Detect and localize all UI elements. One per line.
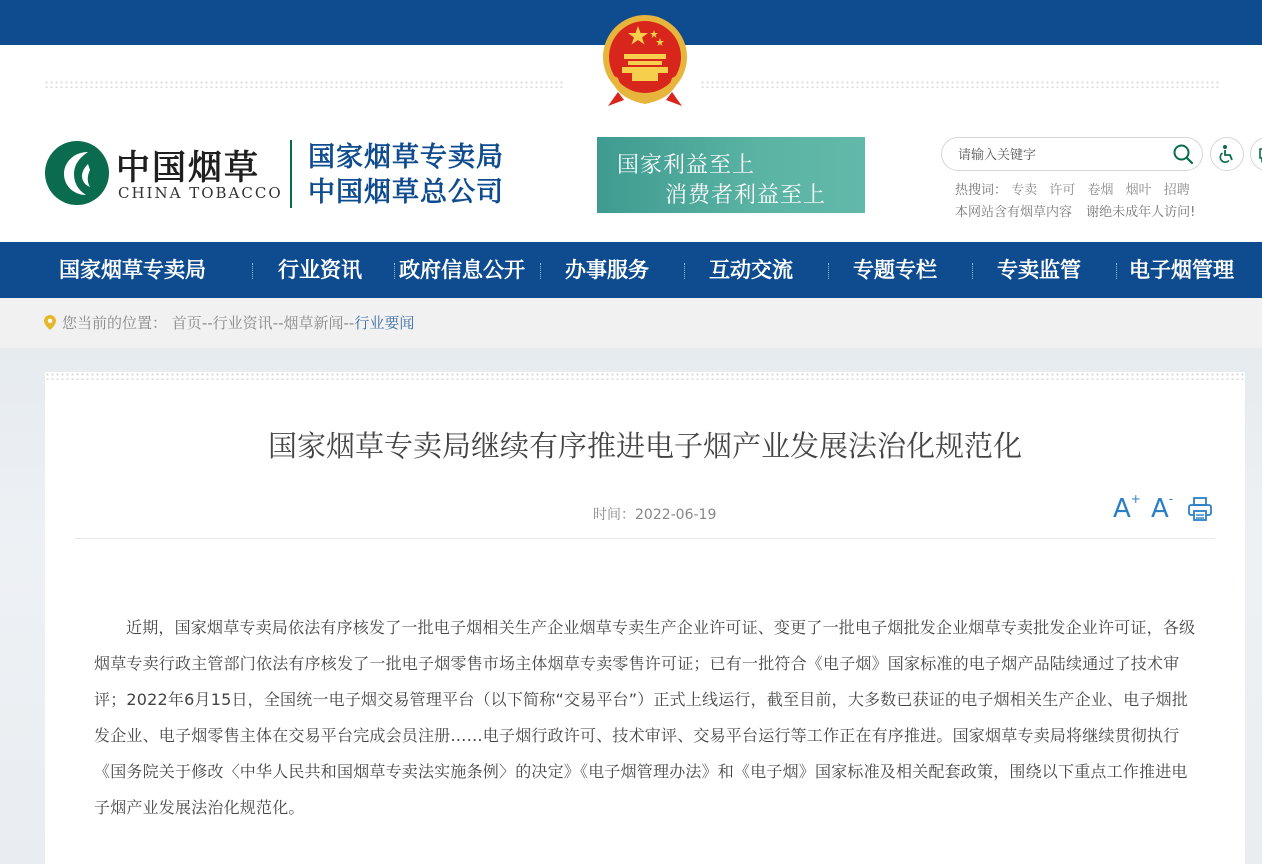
hot-search-words (955, 179, 1198, 198)
breadcrumb-tobacco-news[interactable]: 烟草新闻 (283, 314, 344, 332)
nav-item-services[interactable]: 办事服务 (565, 258, 649, 282)
logo-chinese-text: 中国烟草 (116, 148, 260, 188)
chat-button[interactable] (1250, 137, 1262, 171)
accessibility-button[interactable] (1210, 137, 1244, 171)
organization-names (308, 140, 504, 210)
nav-separator (252, 263, 253, 279)
hot-word-1[interactable]: 专卖 (1011, 183, 1038, 198)
nav-item-bureau[interactable]: 国家烟草专卖局 (59, 258, 206, 282)
search-box (941, 137, 1203, 171)
font-decrease-icon[interactable]: A- (1151, 492, 1174, 524)
nav-item-interaction[interactable]: 互动交流 (709, 258, 793, 282)
national-emblem-icon (600, 12, 690, 110)
notice-minors: 谢绝未成年人访问! (1086, 205, 1196, 220)
nav-item-gov-info[interactable]: 政府信息公开 (399, 258, 525, 282)
slogan-banner (597, 137, 865, 213)
location-pin-icon (44, 315, 56, 334)
breadcrumb (44, 312, 414, 334)
breadcrumb-home[interactable]: 首页 (171, 314, 202, 332)
title-divider (75, 538, 1215, 539)
org-name-bureau: 国家烟草专卖局 (308, 142, 504, 173)
breadcrumb-sep: -- (201, 314, 213, 332)
main-nav (0, 242, 1262, 298)
nav-separator (1116, 263, 1117, 279)
slogan-line-1: 国家利益至上 (617, 153, 756, 178)
breadcrumb-bar (0, 298, 1262, 348)
header-dotted-line-left (44, 80, 564, 88)
breadcrumb-current[interactable]: 行业要闻 (354, 314, 415, 332)
breadcrumb-sep: -- (272, 314, 284, 332)
logo-english-text: CHINA TOBACCO (118, 184, 283, 202)
search-icon[interactable] (1172, 143, 1194, 165)
site-notice (955, 201, 1205, 220)
logo-divider (290, 140, 292, 208)
nav-item-industry-news[interactable]: 行业资讯 (278, 258, 362, 282)
nav-separator (540, 263, 541, 279)
header-dotted-line-right (700, 80, 1220, 88)
nav-item-special-topics[interactable]: 专题专栏 (853, 258, 937, 282)
article-title: 国家烟草专卖局继续有序推进电子烟产业发展法治化规范化 (267, 429, 1022, 463)
hot-word-5[interactable]: 招聘 (1163, 183, 1190, 198)
breadcrumb-label: 您当前的位置： (62, 314, 168, 332)
notice-tobacco-content: 本网站含有烟草内容 (955, 205, 1073, 220)
article-paragraph: 近期，国家烟草专卖局依法有序核发了一批电子烟相关生产企业烟草专卖生产企业许可证、变更了一批电子烟批发企业烟草专卖批发企业许可证，各级烟草专卖行政主管部门依法有序核发了一批电子烟零售市场主体烟草专卖零售许可证；已有一批符合《电子烟》国家标准的电子烟产品陆续通过了技术审评；2022年6月15日，全国统一电子烟交易管理平台（以下简称“交易平台”）正式上线运行，截至目前，大多数已获证的电子烟相关生产企业、电子烟批发企业、电子烟零售主体在交易平台完成会员注册……电子烟行政许可、技术审评、交易平台运行等工作正在有序推进。国家烟草专卖局将继续贯彻执行《国务院关于修改〈中华人民共和国烟草专卖法实施条例〉的决定》《电子烟管理办法》和《电子烟》国家标准及相关配套政策，围绕以下重点工作推进电子烟产业发展法治化规范化。 (94, 618, 1196, 817)
print-icon[interactable] (1187, 496, 1213, 529)
nav-item-e-cigarette[interactable]: 电子烟管理 (1129, 258, 1234, 282)
hot-search-label: 热搜词： (955, 183, 1008, 198)
china-tobacco-logo-icon (44, 138, 110, 208)
article-time (593, 504, 716, 524)
breadcrumb-industry-news[interactable]: 行业资讯 (212, 314, 273, 332)
font-increase-icon[interactable]: A+ (1113, 492, 1141, 524)
hot-word-2[interactable]: 许可 (1049, 183, 1076, 198)
slogan-line-2: 消费者利益至上 (665, 183, 827, 208)
nav-separator (828, 263, 829, 279)
card-dotted-border (45, 372, 1245, 380)
time-label: 时间： (593, 507, 635, 523)
search-input[interactable] (956, 144, 1160, 166)
accessibility-icon (1217, 144, 1237, 164)
org-name-corporation: 中国烟草总公司 (308, 177, 504, 208)
chat-icon (1257, 145, 1262, 165)
china-tobacco-logo[interactable] (44, 138, 284, 210)
nav-separator (972, 263, 973, 279)
hot-word-4[interactable]: 烟叶 (1125, 183, 1152, 198)
nav-item-monopoly-supervision[interactable]: 专卖监管 (997, 258, 1081, 282)
breadcrumb-sep: -- (343, 314, 355, 332)
hot-word-3[interactable]: 卷烟 (1087, 183, 1114, 198)
article-card (45, 372, 1245, 864)
nav-separator (394, 263, 395, 279)
publish-date: 2022-06-19 (635, 507, 717, 523)
nav-separator (684, 263, 685, 279)
